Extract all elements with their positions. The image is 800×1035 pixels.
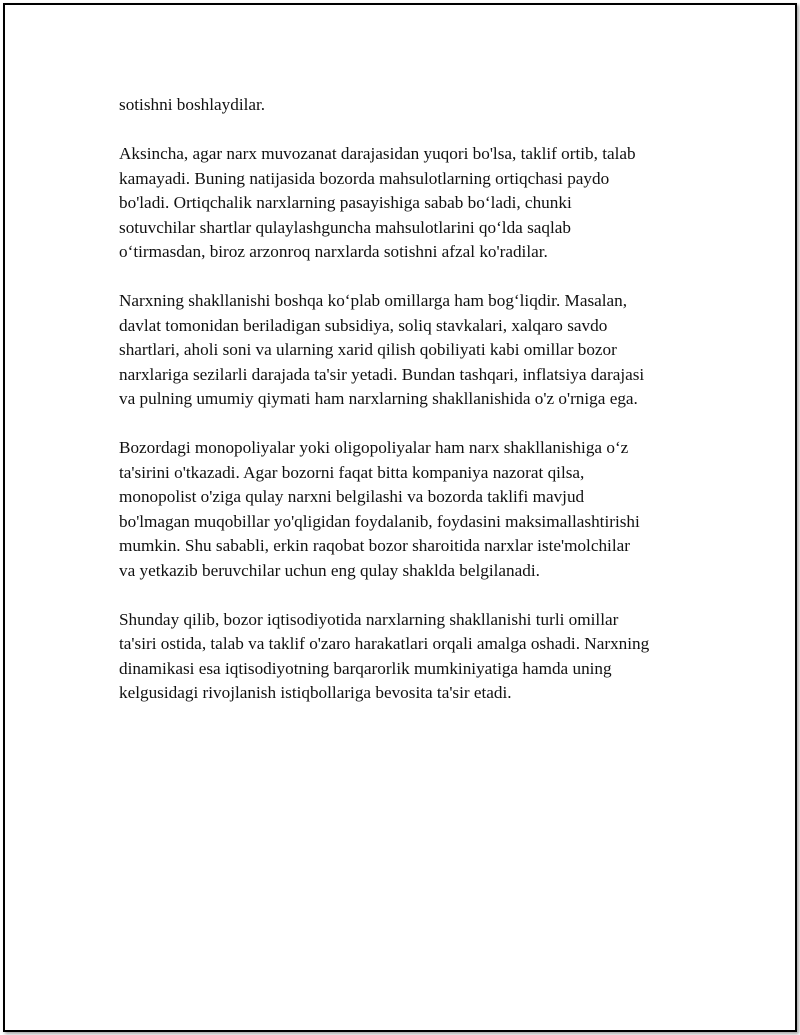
paragraph-4: Bozordagi monopoliyalar yoki oligopoliyalar ham narx shakllanishiga o‘z ta'sirini o'tkazadi. Agar bozorni faqat bitta kompaniya nazorat qilsa, monopolist o'ziga qulay narxni belgilashi va bozorda taklifi mavjud bo'lmagan muqobillar yo'qligidan foydalanib, foydasini maksimallashtirishi mumkin. Shu sababli, erkin raqobat bozor sharoitida narxlar iste'molchilar va yetkazib beruvchilar uchun eng qulay shaklda belgilanadi. xyxy=(119,438,640,580)
document-body xyxy=(119,93,699,730)
paragraph-5: Shunday qilib, bozor iqtisodiyotida narxlarning shakllanishi turli omillar ta'siri ostida, talab va taklif o'zaro harakatlari orqali amalga oshadi. Narxning dinamikasi esa iqtisodiyotning barqarorlik mumkiniyatiga hamda uning kelgusidagi rivojlanish istiqbollariga bevosita ta'sir etadi. xyxy=(119,609,650,702)
paragraph-2: Aksincha, agar narx muvozanat darajasidan yuqori bo'lsa, taklif ortib, talab kamayadi. Buning natijasida bozorda mahsulotlarning ortiqchasi paydo bo'ladi. Ortiqchalik narxlarning pasayishiga sabab bo‘ladi, chunki sotuvchilar shartlar qulaylashguncha mahsulotlarini qo‘lda saqlab o‘tirmasdan, biroz arzonroq narxlarda sotishni afzal ko'radilar. xyxy=(119,144,636,261)
paragraph-3: Narxning shakllanishi boshqa ko‘plab omillarga ham bog‘liqdir. Masalan, davlat tomonidan beriladigan subsidiya, soliq stavkalari, xalqaro savdo shartlari, aholi soni va ularning xarid qilish qobiliyati kabi omillar bozor narxlariga sezilarli darajada ta'sir yetadi. Bundan tashqari, inflatsiya darajasi va pulning umumiy qiymati ham narxlarning shakllanishida o'z o'rniga ega. xyxy=(119,291,645,408)
document-page xyxy=(3,3,797,1032)
paragraph-1: sotishni boshlaydilar. xyxy=(119,95,266,114)
